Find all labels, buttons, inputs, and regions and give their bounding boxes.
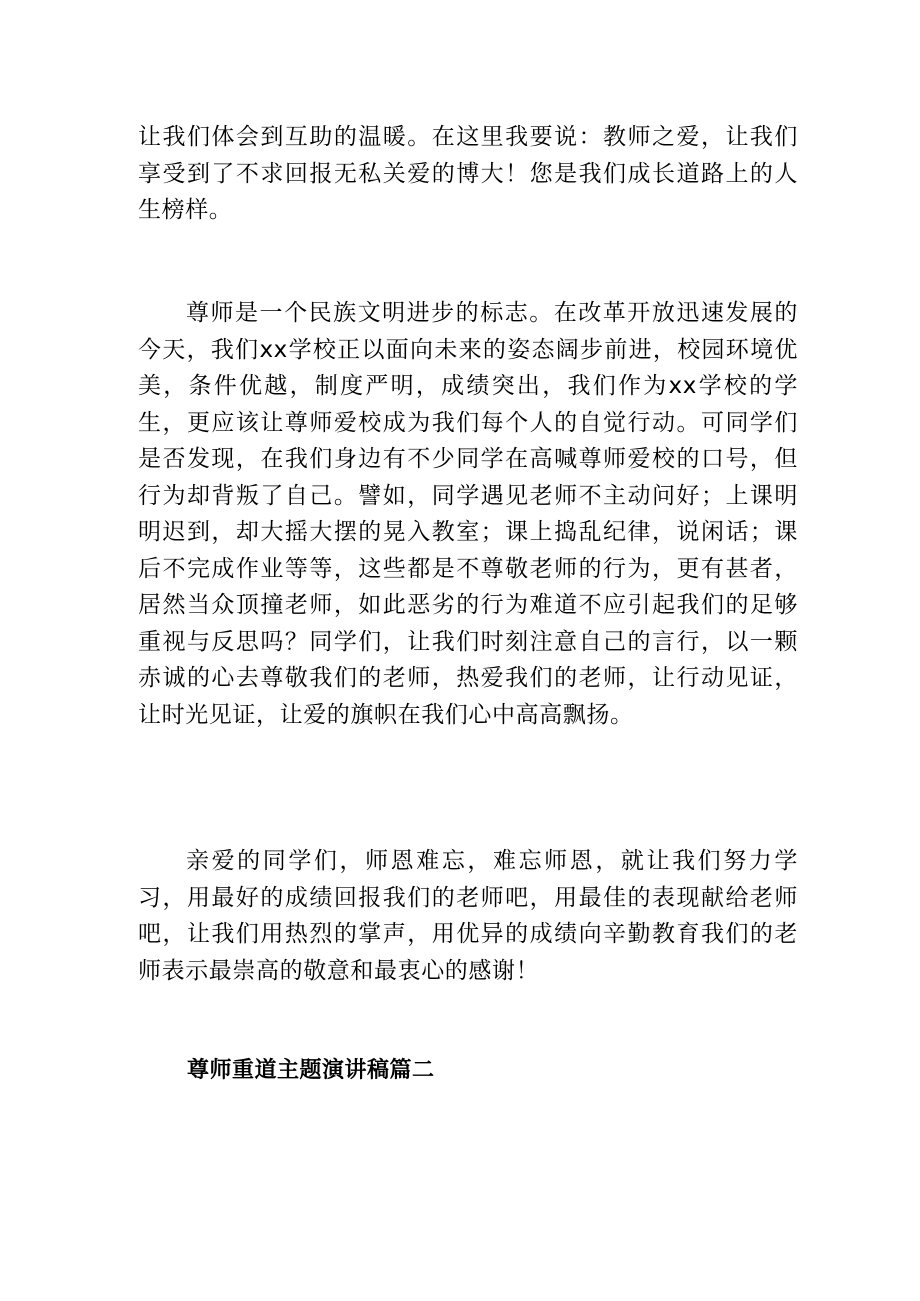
section-heading: 尊师重道主题演讲稿篇二 (187, 1057, 435, 1083)
paragraph-continuation: 让我们体会到互助的温暖。在这里我要说：教师之爱，让我们享受到了不求回报无私关爱的博大！您是我们成长道路上的人生榜样。 (138, 124, 798, 223)
paragraph-respect-teachers: 尊师是一个民族文明进步的标志。在改革开放迅速发展的今天，我们xx学校正以面向未来的姿态阔步前进，校园环境优美，条件优越，制度严明，成绩突出，我们作为xx学校的学生，更应该让尊师爱校成为我们每个人的自觉行动。可同学们是否发现，在我们身边有不少同学在高喊尊师爱校的口号，但行为却背叛了自己。譬如，同学遇见老师不主动问好；上课明明迟到，却大摇大摆的晃入教室；课上捣乱纪律，说闲话；课后不完成作业等等，这些都是不尊敬老师的行为，更有甚者，居然当众顶撞老师，如此恶劣的行为难道不应引起我们的足够重视与反思吗？同学们，让我们时刻注意自己的言行，以一颗赤诚的心去尊敬我们的老师，热爱我们的老师，让行动见证，让时光见证，让爱的旗帜在我们心中高高飘扬。 (138, 300, 798, 728)
paragraph-closing: 亲爱的同学们，师恩难忘，难忘师恩，就让我们努力学习，用最好的成绩回报我们的老师吧，用最佳的表现献给老师吧，让我们用热烈的掌声，用优异的成绩向辛勤教育我们的老师表示最崇高的敬意和最衷心的感谢！ (138, 848, 798, 984)
